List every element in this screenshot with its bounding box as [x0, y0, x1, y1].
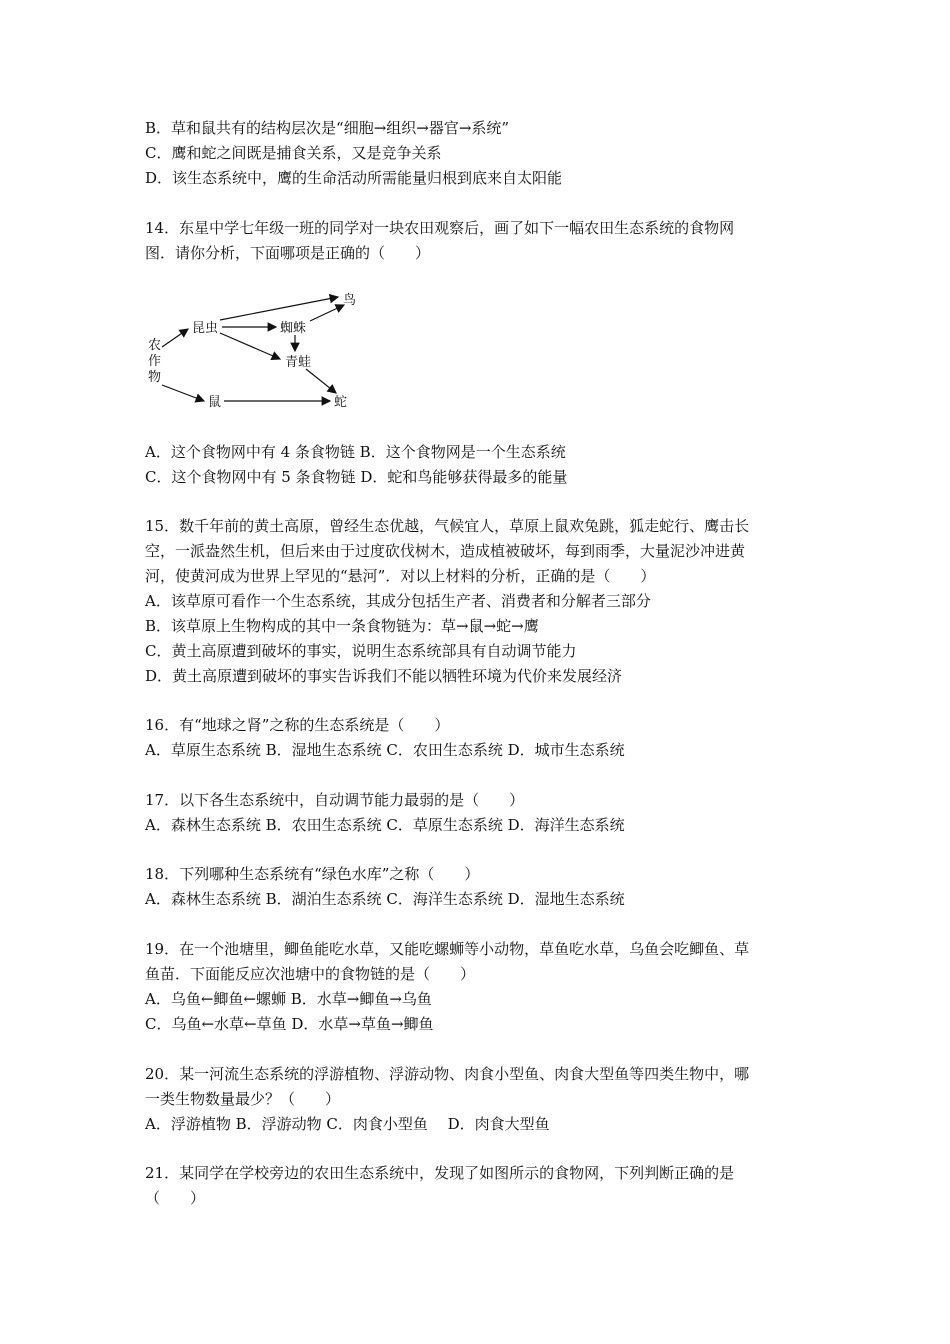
q13-option-b: B．草和鼠共有的结构层次是“细胞→组织→器官→系统”: [145, 119, 510, 137]
q19-stem-line1: 19．在一个池塘里，鲫鱼能吃水草，又能吃螺蛳等小动物，草鱼吃水草，乌鱼会吃鲫鱼、草: [145, 940, 750, 958]
q16-stem: 16．有“地球之肾”之称的生态系统是（ ）: [145, 716, 450, 734]
q19-stem-line2: 鱼苗．下面能反应次池塘中的食物链的是（ ）: [145, 965, 476, 983]
arrow-spider-bird: [310, 305, 344, 321]
food-web-node-crop-3: 物: [148, 370, 162, 385]
q21-stem-line2: （ ）: [145, 1189, 206, 1207]
food-web-node-crop-2: 作: [148, 354, 162, 369]
q13-option-c: C．鹰和蛇之间既是捕食关系，又是竞争关系: [145, 144, 442, 162]
arrow-crop-mouse: [162, 385, 204, 401]
q16-options: A．草原生态系统 B．湿地生态系统 C．农田生态系统 D．城市生态系统: [145, 741, 625, 759]
q19-options-line1: A．乌鱼←鲫鱼←螺蛳 B．水草→鲫鱼→乌鱼: [145, 990, 432, 1008]
q21-stem-line1: 21．某同学在学校旁边的农田生态系统中，发现了如图所示的食物网，下列判断正确的是: [145, 1164, 735, 1182]
q14-stem-line1: 14．东星中学七年级一班的同学对一块农田观察后，画了如下一幅农田生态系统的食物网: [145, 219, 735, 237]
food-web-node-bird: 鸟: [343, 293, 357, 308]
food-web-node-frog: 青蛙: [285, 355, 312, 370]
q20-options: A．浮游植物 B．浮游动物 C．肉食小型鱼 D．肉食大型鱼: [145, 1115, 550, 1133]
q17-stem: 17．以下各生态系统中，自动调节能力最弱的是（ ）: [145, 791, 525, 809]
arrow-frog-snake: [306, 369, 336, 393]
q15-stem-line2: 空，一派盎然生机，但后来由于过度砍伐树木，造成植被破坏，每到雨季，大量泥沙冲进黄: [145, 542, 746, 560]
food-web-node-spider: 蜘蛛: [280, 321, 307, 336]
q14-options-line1: A．这个食物网中有 4 条食物链 B．这个食物网是一个生态系统: [145, 443, 566, 461]
q15-option-a: A．该草原可看作一个生态系统，其成分包括生产者、消费者和分解者三部分: [145, 592, 651, 610]
q15-option-c: C．黄土高原遭到破坏的事实，说明生态系统部具有自动调节能力: [145, 642, 577, 660]
arrow-crop-insect: [162, 329, 188, 347]
food-web-diagram: [140, 285, 370, 420]
q15-option-d: D．黄土高原遭到破坏的事实告诉我们不能以牺牲环境为代价来发展经济: [145, 667, 623, 685]
q20-stem-line1: 20．某一河流生态系统的浮游植物、浮游动物、肉食小型鱼、肉食大型鱼等四类生物中，哪: [145, 1065, 750, 1083]
q18-stem: 18．下列哪种生态系统有“绿色水库”之称（ ）: [145, 865, 480, 883]
q18-options: A．森林生态系统 B．湖泊生态系统 C．海洋生态系统 D．湿地生态系统: [145, 890, 625, 908]
food-web-node-insect: 昆虫: [192, 321, 219, 336]
food-web-node-mouse: 鼠: [208, 395, 222, 410]
arrow-insect-frog: [220, 333, 280, 359]
food-web-node-crop-1: 农: [148, 338, 162, 353]
q15-stem-line1: 15．数千年前的黄土高原，曾经生态优越，气候宜人，草原上鼠欢兔跳，狐走蛇行、鹰击长: [145, 517, 750, 535]
food-web-node-snake: 蛇: [334, 395, 348, 410]
q17-options: A．森林生态系统 B．农田生态系统 C．草原生态系统 D．海洋生态系统: [145, 816, 625, 834]
q15-stem-line3: 河，使黄河成为世界上罕见的“悬河”．对以上材料的分析，正确的是（ ）: [145, 567, 656, 585]
q15-option-b: B．该草原上生物构成的其中一条食物链为：草→鼠→蛇→鹰: [145, 617, 539, 635]
q13-option-d: D．该生态系统中，鹰的生命活动所需能量归根到底来自太阳能: [145, 169, 563, 187]
q20-stem-line2: 一类生物数量最少？（ ）: [145, 1090, 341, 1108]
q14-options-line2: C．这个食物网中有 5 条食物链 D．蛇和鸟能够获得最多的能量: [145, 468, 568, 486]
q19-options-line2: C．乌鱼←水草←草鱼 D．水草→草鱼→鲫鱼: [145, 1015, 434, 1033]
q14-stem-line2: 图．请你分析，下面哪项是正确的（ ）: [145, 244, 431, 262]
